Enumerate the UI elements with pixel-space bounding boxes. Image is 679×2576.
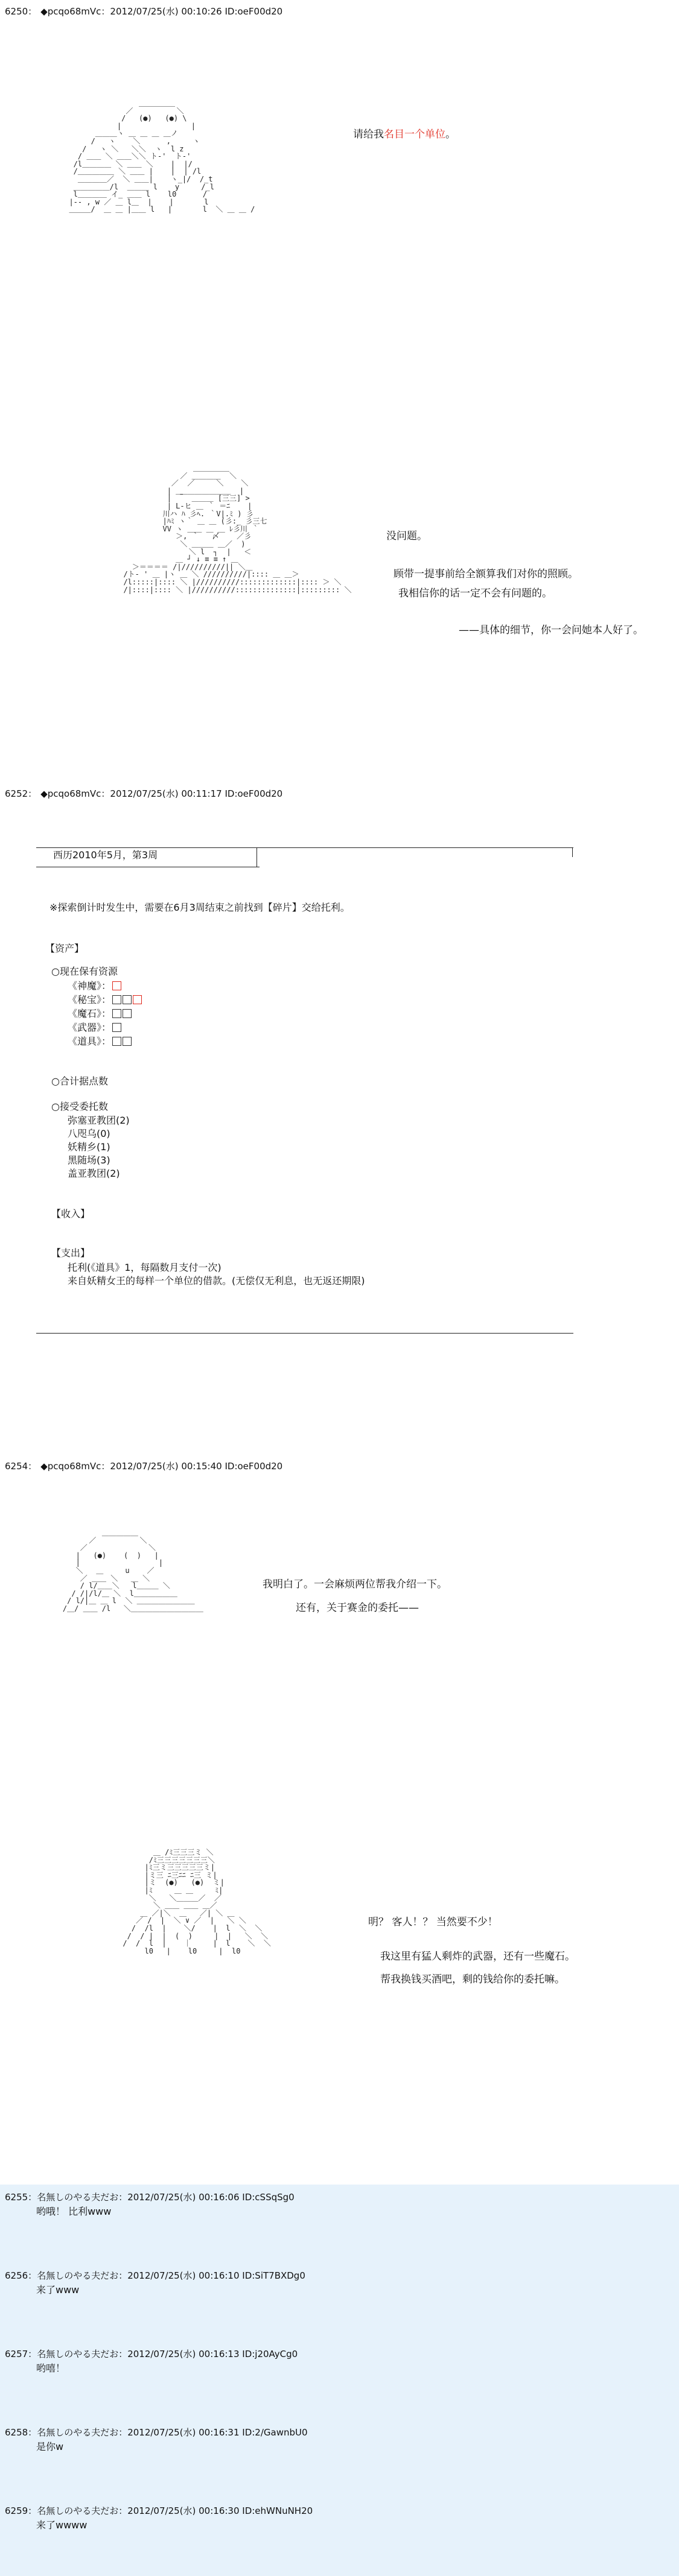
post-meta: ：2012/07/25(水) 00:10:26 ID:oeF00d20 (101, 6, 283, 17)
reply-body: 来了www (36, 2284, 80, 2296)
post-meta: ：2012/07/25(水) 00:11:17 ID:oeF00d20 (101, 788, 283, 799)
asset-row: 《武器》： (68, 1022, 121, 1034)
post-6250 (0, 0, 679, 778)
reply-post (0, 2498, 679, 2576)
dialogue-line: 还有，关于赛金的委托—— (296, 1601, 419, 1614)
post-header (5, 2191, 295, 2203)
post-number: 6258： (5, 2427, 37, 2438)
reply-body: 来了wwww (36, 2519, 88, 2531)
poster-name: ◆pcqo68mVc (40, 788, 101, 799)
dialogue-block (368, 1917, 575, 1986)
highlight-text: 名目一个单位 (384, 128, 445, 141)
assets-subtitle: ○现在保有资源 (51, 966, 118, 977)
dialogue-line: 明？ 客人！？ 当然要不少！ (368, 1916, 498, 1928)
expense-item: 来自妖精女王的每样一个单位的借款。(无偿仅无利息，也无返还期限) (68, 1275, 365, 1286)
commission-item: 黑随场(3) (68, 1154, 110, 1166)
reply-body: 哟嘻！ (36, 2362, 66, 2374)
dialogue-block (386, 531, 643, 636)
reply-body: 哟哦！ 比利www (36, 2206, 112, 2217)
ascii-art-figure-4: ＿ /ﾐ三三三ミ ＼ /ﾐ三三三三三三三＼ |ﾐ三ミ三三三三三ミ| |ミ三 ﾆ三ﾆﾆ ﾆ三 ミ| |ミ (●) (●) ミ| |ﾐ ＿ ＿ ﾐ| ＼ ＼＿＿＿／ ／ ＼ ＿＿ ＿＿ ＿／ ＿ ／|＼ ＿ ／| ＼ ＿ ／ / | ＼ ∨ ／ | ＼ ＼ / /l | ＼/ | l ＼ ＼ / / | | ( ) | | ＼ ＼ / / l | ｜ | l ＼ ＼ l0 | l0 | l0 (123, 1848, 271, 1955)
income-title: 【收入】 (51, 1208, 91, 1220)
frame-top-border (36, 847, 573, 848)
resource-box (112, 1023, 121, 1032)
resource-box (123, 1037, 132, 1046)
post-6254 (0, 1454, 679, 2177)
poster-name: 名無しのやる夫だお (37, 2192, 119, 2203)
post-number: 6259： (5, 2505, 37, 2516)
resource-box (133, 995, 142, 1004)
resource-box (112, 995, 121, 1004)
post-header (5, 2504, 313, 2517)
reply-post (0, 2185, 679, 2263)
resource-box (112, 1009, 121, 1018)
reply-post (0, 2420, 679, 2498)
frame-bottom-border (36, 1333, 573, 1334)
post-header (5, 2269, 305, 2282)
post-meta: ：2012/07/25(水) 00:16:30 ID:ehWNuNH20 (118, 2505, 313, 2516)
poster-name: 名無しのやる夫だお (37, 2505, 119, 2516)
post-number: 6255： (5, 2192, 37, 2203)
ascii-art-figure-2: ＿＿＿＿＿ ／ ＿＿＿＿ ＼ ／ ／ ＼ ＼ | ＿＿＿＿＿＿＿ | | ￣ ＿＿＿ [三三] > | L-ヒ ＿ ｀ ＝ﾆ | 川ハ ﾊ 彡ﾍ. ｀V|.ﾐ ) 彡 |ﾊﾐ ヽ｀ ＿ ＿ (彡:_ 彡三七 VV ヽ ＿＿ ＿ ＿ ﾚ彡川 ｀ ＞, ｀ 〆 ／彡 ＼ ＿＿＿ ＿／ ) ＼ l ┐ | ＜ ＿ ┘ ↓ ≡ ≡ ↑ ＿ ＞＝＝＝＝ /|//////////|| ＼＿ /ト- ' ＿ |ヽ ＿ ＼ //////////|:::: ＿ ＿＞ /l:::::|:::: ＼ |//////////:::::::::::::|:::: ＞ ＼ /|::::|:::: ＼ |//////////::::::::::::::|::::::::: ＼ (123, 464, 352, 594)
ascii-art-figure-3: ＿＿＿＿＿ ／ ＼ ／ ＼ | (●) ( ) | | | ＼ ＿ u ／ ／ ＿＿ ＼ ＿ ＼ / l/＿＿＼ l＿＿＿ ＼ / /|/l/＿ ＼ l＿＿＿＿＿＿ / l/|＿ ＿ l ＼ ＿＿＿＿＿＿＿＿ /＿/ ＿＿ /l ＼＿＿＿＿＿＿＿＿＿＿ (62, 1528, 203, 1613)
poster-name: ◆pcqo68mVc (40, 6, 101, 17)
dialogue-line: 请给我名目一个单位。 (353, 128, 456, 141)
expense-title: 【支出】 (51, 1247, 91, 1259)
asset-row: 《秘宝》： (68, 994, 142, 1007)
commission-item: 弥塞亚教团(2) (68, 1115, 130, 1126)
poster-name: ◆pcqo68mVc (40, 1461, 101, 1472)
post-meta: ：2012/07/25(水) 00:15:40 ID:oeF00d20 (101, 1461, 283, 1472)
post-number: 6252： (5, 788, 37, 799)
reply-post (0, 2341, 679, 2420)
post-number: 6256： (5, 2270, 37, 2281)
dialogue-line: 顾带一提事前给全额算我们对你的照顾。 (394, 568, 578, 580)
dialogue-line: 我这里有猛人剩炸的武器，还有一些魔石。 (380, 1950, 575, 1963)
asset-row: 《道具》： (68, 1036, 132, 1048)
post-meta: ：2012/07/25(水) 00:16:06 ID:cSSqSg0 (118, 2192, 295, 2203)
post-number: 6254： (5, 1461, 37, 1472)
post-header (5, 2347, 298, 2360)
resource-box (123, 995, 132, 1004)
resource-box (123, 1009, 132, 1018)
commission-item: 妖精乡(1) (68, 1141, 110, 1153)
dialogue-line: ——具体的细节，你一会问她本人好了。 (459, 624, 643, 637)
post-header (5, 787, 282, 800)
resource-box (112, 1037, 121, 1046)
commission-item: 盖亚教团(2) (68, 1168, 120, 1179)
assets-title: 【资产】 (45, 943, 84, 954)
frame-divider (572, 847, 573, 857)
poster-name: 名無しのやる夫だお (37, 2427, 119, 2438)
resource-box (112, 981, 121, 990)
asset-row: 《魔石》： (68, 1008, 132, 1021)
post-meta: ：2012/07/25(水) 00:16:31 ID:2/GawnbU0 (118, 2427, 308, 2438)
notice-text: ※探索倒计时发生中，需要在6月3周结束之前找到【碎片】交给托利。 (49, 902, 350, 913)
reply-body: 是你w (36, 2441, 64, 2452)
total-bases-label: ○合计据点数 (51, 1075, 108, 1087)
post-meta: ：2012/07/25(水) 00:16:13 ID:j20AyCg0 (118, 2349, 298, 2359)
asset-row: 《神魔》： (68, 980, 121, 993)
post-number: 6257： (5, 2349, 37, 2359)
post-number: 6250： (5, 6, 37, 17)
dialogue-line: 帮我换钱买酒吧，剩的钱给你的委托嘛。 (380, 1973, 565, 1986)
commission-item: 八咫乌(0) (68, 1128, 110, 1139)
poster-name: 名無しのやる夫だお (37, 2270, 119, 2281)
post-6252 (0, 781, 679, 1445)
reply-post (0, 2263, 679, 2341)
post-meta: ：2012/07/25(水) 00:16:10 ID:SiT7BXDg0 (118, 2270, 305, 2281)
post-header (5, 5, 282, 17)
dialogue-block (263, 1579, 447, 1613)
post-header (5, 1460, 282, 1472)
dialogue-line: 没问题。 (386, 530, 427, 542)
ascii-art-figure-1: ＿＿＿＿＿ ／ ＼ / (●) (●) \ | | ＿＿＿ヽ ＿ ＿ ＿ ＿ノ / ヽ ＼ , ヽ / ヽ ＼ ＼＼ ヽ l z / ＿＿ ＼ ＿＿＼＼ ト-' ト-' /l＿＿＿＿ ＼ ＿＿ ＼ | |/ /＿＿＿＿＿ ＼ ＿＿ | | | /l ＿＿＿＿／ ＼ ＿＿| ヽ_|/ /_t ＿＿＿＿＿/l ＿＿＿ l y /_l l＿＿＿＿ イ_ ＿＿ l l0 / |-- , w ／ ＿ l＿ | | l ＿＿＿/ ＿ ＿ |＿＿ l | l ＼ ＿ ＿ / (69, 99, 255, 214)
poster-name: 名無しのやる夫だお (37, 2349, 119, 2359)
expense-item: 托利(《道具》1，每隔数月支付一次) (68, 1262, 222, 1273)
commission-title: ○接受委托数 (51, 1101, 108, 1112)
post-header (5, 2426, 308, 2438)
dialogue-line: 我明白了。一会麻烦两位帮我介绍一下。 (263, 1578, 447, 1590)
dialogue-line: 我相信你的话一定不会有问题的。 (398, 587, 552, 600)
calendar-label: 西历2010年5月，第3周 (53, 849, 158, 861)
